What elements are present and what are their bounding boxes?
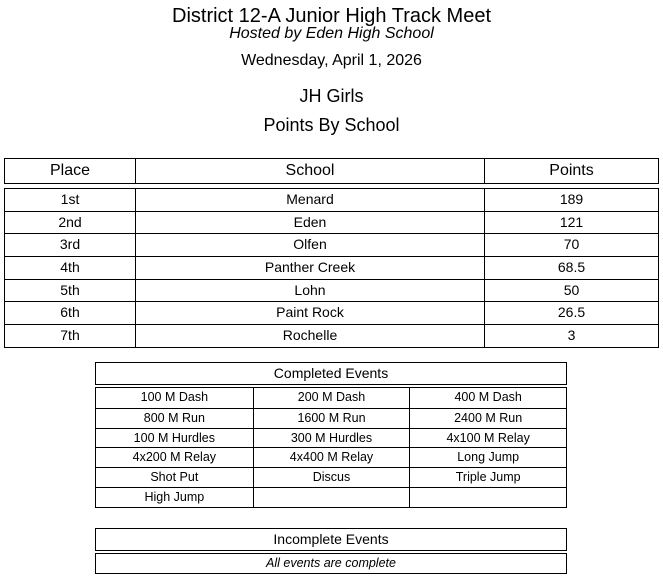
- division-title: JH Girls: [299, 86, 364, 106]
- event-cell: 4x200 M Relay: [96, 447, 253, 467]
- place-cell: 7th: [60, 327, 80, 344]
- event-cell: 400 M Dash: [409, 388, 566, 408]
- meet-title: District 12-A Junior High Track Meet: [172, 5, 491, 27]
- place-cell: 5th: [60, 281, 80, 298]
- table-row: [5, 233, 658, 256]
- event-cell: 100 M Hurdles: [96, 428, 253, 448]
- event-cell-empty: [253, 487, 410, 507]
- event-cell: High Jump: [96, 487, 253, 507]
- event-cell: 4x100 M Relay: [409, 428, 566, 448]
- school-cell: Panther Creek: [135, 257, 484, 279]
- table-row: [5, 256, 658, 279]
- incomplete-events-note: All events are complete: [95, 553, 567, 574]
- event-cell: 300 M Hurdles: [253, 428, 410, 448]
- column-header-place: Place: [49, 162, 91, 179]
- school-cell: Olfen: [135, 234, 484, 256]
- school-cell: Eden: [135, 212, 484, 234]
- event-cell: Discus: [253, 467, 410, 487]
- school-cell: Rochelle: [135, 325, 484, 347]
- event-cell: 800 M Run: [96, 408, 253, 428]
- completed-events-title: Completed Events: [95, 362, 567, 385]
- points-cell: 68.5: [484, 257, 658, 279]
- report-title: Points By School: [263, 115, 400, 135]
- event-cell: Triple Jump: [409, 467, 566, 487]
- event-cell: 200 M Dash: [253, 388, 410, 408]
- points-cell: 189: [484, 189, 658, 211]
- table-row: [5, 324, 658, 347]
- event-cell: 2400 M Run: [409, 408, 566, 428]
- points-cell: 121: [484, 212, 658, 234]
- place-cell: 1st: [60, 191, 80, 207]
- completed-events-grid: [95, 387, 567, 508]
- points-cell: 50: [484, 280, 658, 302]
- incomplete-events-title: Incomplete Events: [95, 528, 567, 551]
- column-header-school: School: [135, 159, 484, 183]
- place-cell: 4th: [60, 259, 80, 276]
- event-cell-empty: [409, 487, 566, 507]
- place-cell: 6th: [60, 304, 80, 321]
- column-header-points: Points: [484, 159, 658, 183]
- points-cell: 3: [484, 325, 658, 347]
- event-cell: 100 M Dash: [140, 390, 209, 404]
- points-cell: 70: [484, 234, 658, 256]
- event-cell: Shot Put: [96, 467, 253, 487]
- points-table-header: [4, 158, 659, 184]
- event-cell: Long Jump: [409, 447, 566, 467]
- table-row: [5, 211, 658, 234]
- event-cell: 4x400 M Relay: [253, 447, 410, 467]
- meet-date: Wednesday, April 1, 2026: [241, 52, 422, 69]
- school-cell: Menard: [135, 189, 484, 211]
- host-line: Hosted by Eden High School: [229, 25, 434, 42]
- table-row: [5, 279, 658, 302]
- school-cell: Lohn: [135, 280, 484, 302]
- points-cell: 26.5: [484, 302, 658, 324]
- table-row: [5, 301, 658, 324]
- school-cell: Paint Rock: [135, 302, 484, 324]
- table-row: [5, 189, 658, 211]
- points-table: [4, 188, 659, 348]
- event-cell: 1600 M Run: [253, 408, 410, 428]
- place-cell: 2nd: [58, 213, 82, 230]
- place-cell: 3rd: [59, 236, 81, 253]
